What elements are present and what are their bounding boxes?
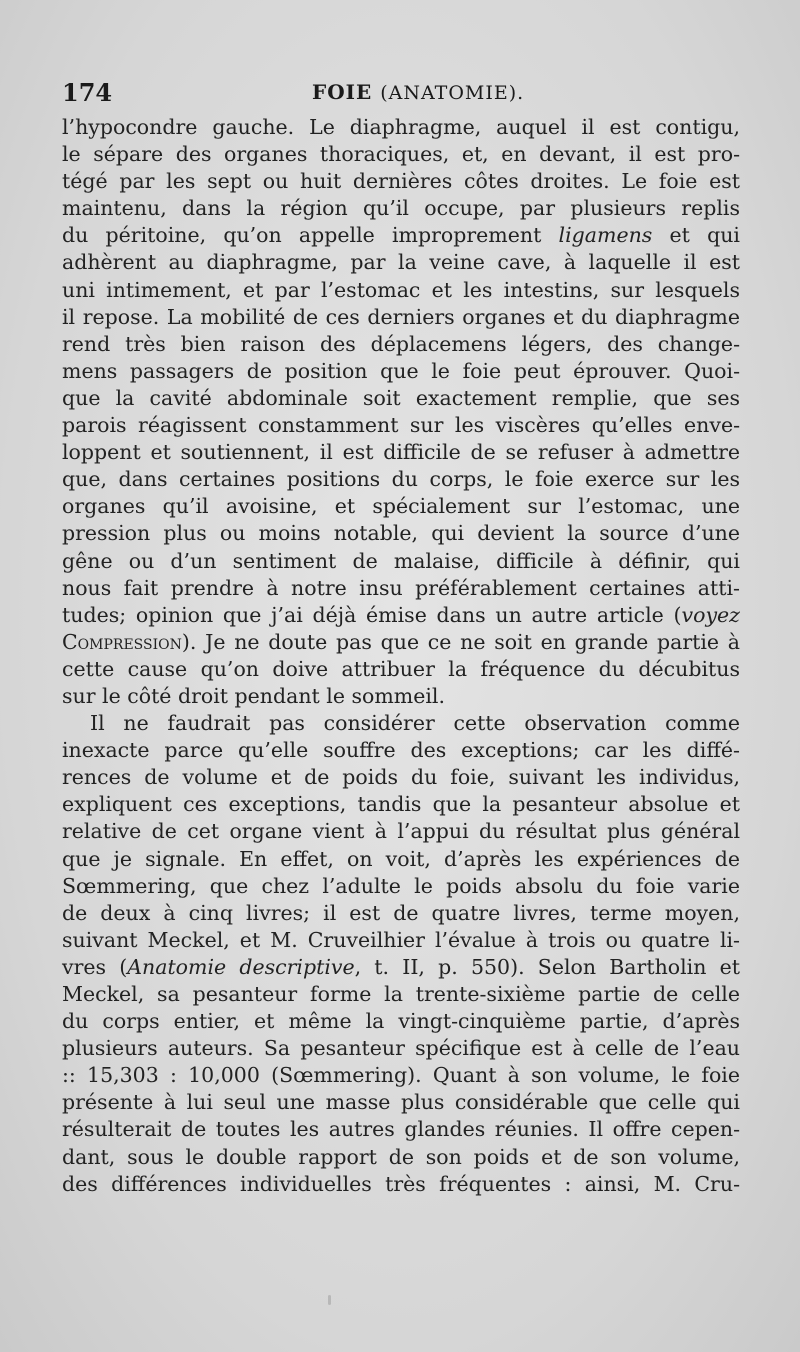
text-segment: du péritoine, qu’on appelle improprement [62, 223, 542, 248]
running-head [312, 80, 524, 104]
text-line: l’hypocondre gauche. Le diaphragme, auquel il est contigu, [62, 115, 740, 139]
text-line: de deux à cinq livres; il est de quatre livres, terme moyen, [62, 900, 740, 925]
running-head-title: FOIE [312, 80, 373, 104]
page-header [62, 78, 740, 112]
text-line: loppent et soutiennent, il est difficile de se refuser à admettre [62, 440, 740, 465]
italic-term: ligamens [558, 223, 653, 248]
text-line: plusieurs auteurs. Sa pesanteur spécifique est à celle de l’eau [62, 1036, 740, 1061]
text-line: suivant Meckel, et M. Cruveilhier l’évalue à trois ou quatre li- [62, 927, 740, 952]
cross-reference: Compression [62, 629, 182, 654]
text-line: organes qu’il avoisine, et spécialement sur l’estomac, une [62, 494, 740, 519]
text-line: présente à lui seul une masse plus considérable que celle qui [62, 1090, 740, 1115]
text-segment: ). Je ne doute pas que ce ne soit en grande partie à [181, 629, 740, 654]
text-line: tégé par les sept ou huit dernières côtes droites. Le foie est [62, 169, 740, 194]
text-line: que, dans certaines positions du corps, le foie exerce sur les [62, 467, 740, 492]
paragraph-start-line: Il ne faudrait pas considérer cette observation comme [90, 711, 740, 736]
text-line: sur le côté droit pendant le sommeil. [62, 683, 445, 708]
text-line: résulterait de toutes les autres glandes réunies. Il offre cepen- [62, 1117, 740, 1142]
text-line: que je signale. En effet, on voit, d’après les expériences de [62, 846, 740, 871]
text-line: Meckel, sa pesanteur forme la trente-sixième partie de celle [62, 982, 740, 1006]
text-segment: vres ( [62, 954, 128, 979]
text-line: relative de cet organe vient à l’appui du résultat plus général [62, 819, 740, 844]
text-line: expliquent ces exceptions, tandis que la pesanteur absolue et [62, 792, 740, 817]
text-segment: et qui [669, 223, 740, 248]
text-line: que la cavité abdominale soit exactement remplie, que ses [62, 385, 740, 410]
paper-speck [328, 1295, 331, 1305]
text-line: inexacte parce qu’elle souffre des exceptions; car les diffé- [62, 738, 740, 763]
text-line: parois réagissent constamment sur les viscères qu’elles enve- [62, 413, 740, 438]
text-line: nous fait prendre à notre insu préférablement certaines atti- [62, 575, 740, 600]
text-line [62, 954, 740, 981]
text-segment: tudes; opinion que j’ai déjà émise dans un autre article [62, 602, 664, 627]
text-segment: (voyez [673, 602, 740, 627]
text-line: Sœmmering, que chez l’adulte le poids absolu du foie varie [62, 873, 740, 898]
text-line [62, 629, 740, 656]
text-line: rences de volume et de poids du foie, suivant les individus, [62, 765, 740, 790]
text-line: il repose. La mobilité de ces derniers organes et du diaphragme [62, 304, 740, 329]
text-line: des différences individuelles très fréquentes : ainsi, M. Cru- [62, 1171, 740, 1196]
body-text [62, 114, 740, 1198]
running-head-subtitle: (ANATOMIE). [380, 82, 525, 104]
book-title: Anatomie descriptive [127, 954, 355, 979]
text-line [62, 222, 740, 249]
text-line: le sépare des organes thoraciques, et, en devant, il est pro- [62, 142, 740, 167]
text-line: dant, sous le double rapport de son poids et de son volume, [62, 1144, 740, 1169]
text-line: maintenu, dans la région qu’il occupe, par plusieurs replis [62, 196, 740, 221]
text-line: uni intimement, et par l’estomac et les intestins, sur lesquels [62, 277, 740, 302]
text-line: du corps entier, et même la vingt-cinquième partie, d’après [62, 1009, 740, 1034]
text-line: :: 15,303 : 10,000 (Sœmmering). Quant à son volume, le foie [62, 1063, 740, 1088]
italic-term: voyez [681, 602, 740, 627]
text-line: mens passagers de position que le foie peut éprouver. Quoi- [62, 358, 740, 383]
text-line: rend très bien raison des déplacemens légers, des change- [62, 331, 740, 356]
text-line: adhèrent au diaphragme, par la veine cave, à laquelle il est [62, 250, 740, 275]
text-line: pression plus ou moins notable, qui devient la source d’une [62, 521, 740, 546]
text-line [62, 602, 740, 629]
page-number: 174 [62, 78, 113, 107]
text-line: gêne ou d’un sentiment de malaise, difficile à définir, qui [62, 548, 740, 573]
text-segment: , t. II, p. 550). Selon Bartholin et [354, 954, 740, 979]
text-line: cette cause qu’on doive attribuer la fréquence du décubitus [62, 656, 740, 681]
